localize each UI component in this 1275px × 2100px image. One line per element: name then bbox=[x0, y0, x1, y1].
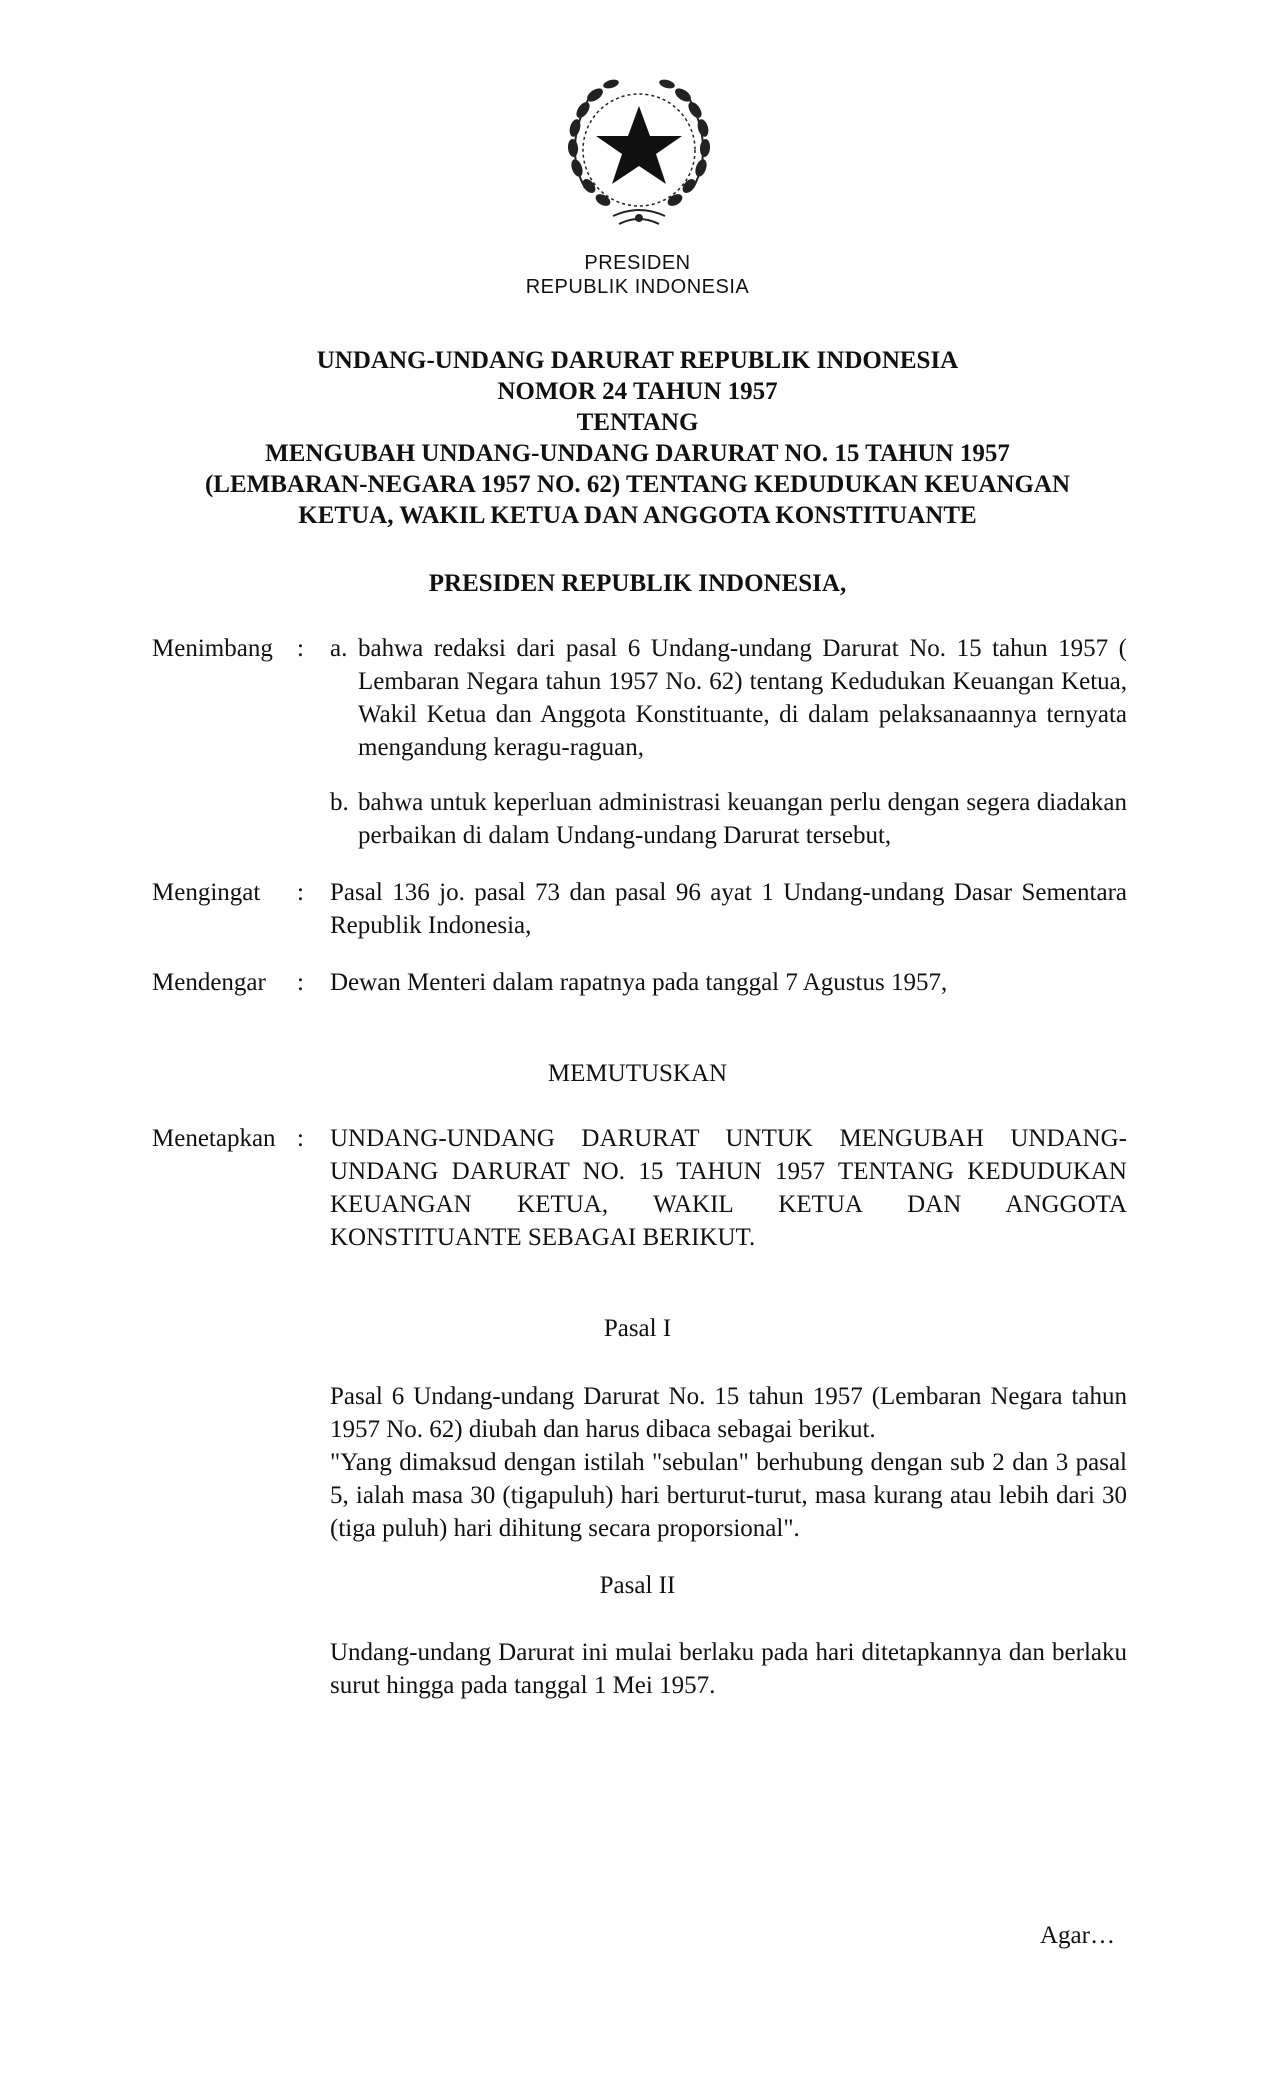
title-line-1: UNDANG-UNDANG DARURAT REPUBLIK INDONESIA bbox=[316, 347, 959, 374]
office-line-presiden: PRESIDEN bbox=[584, 252, 691, 274]
title-line-2: NOMOR 24 TAHUN 1957 bbox=[497, 378, 778, 405]
mengingat-colon: : bbox=[297, 879, 304, 906]
pasal-1-paragraph-1: Pasal 6 Undang-undang Darurat No. 15 tahun 1957 (Lembaran Negara tahun 1957 No. 62) diubah dan harus dibaca sebagai berikut. bbox=[330, 1383, 1127, 1443]
president-heading: PRESIDEN REPUBLIK INDONESIA, bbox=[428, 570, 847, 597]
office-line-republik: REPUBLIK INDONESIA bbox=[525, 276, 750, 298]
title-line-4: MENGUBAH UNDANG-UNDANG DARURAT NO. 15 TAHUN 1957 bbox=[265, 440, 1010, 467]
mendengar-colon: : bbox=[297, 969, 304, 996]
menetapkan-text: UNDANG-UNDANG DARURAT UNTUK MENGUBAH UNDANG-UNDANG DARURAT NO. 15 TAHUN 1957 TENTANG KEDUDUKAN KEUANGAN KETUA, WAKIL KETUA DAN ANGGOTA KONSTITUANTE SEBAGAI BERIKUT. bbox=[330, 1125, 1127, 1251]
pasal-1-paragraph-2: "Yang dimaksud dengan istilah "sebulan" berhubung dengan sub 2 dan 3 pasal 5, ialah masa 30 (tigapuluh) hari berturut-turut, masa kurang atau lebih dari 30 (tiga puluh) hari dihitung secara proporsional". bbox=[330, 1449, 1127, 1542]
item-text: bahwa untuk keperluan administrasi keuangan perlu dengan segera diadakan perbaikan di dalam Undang-undang Darurat tersebut, bbox=[358, 789, 1127, 849]
memutuskan-heading: MEMUTUSKAN bbox=[547, 1060, 728, 1087]
mengingat-label: Mengingat bbox=[152, 879, 261, 906]
pasal-1-heading: Pasal I bbox=[603, 1315, 672, 1342]
pasal-2-paragraph-1: Undang-undang Darurat ini mulai berlaku pada hari ditetapkannya dan berlaku surut hingga pada tanggal 1 Mei 1957. bbox=[330, 1639, 1127, 1699]
document-title bbox=[0, 345, 1275, 531]
mendengar-text: Dewan Menteri dalam rapatnya pada tanggal 7 Agustus 1957, bbox=[330, 969, 948, 996]
item-marker: b. bbox=[330, 789, 349, 816]
pasal-2-heading: Pasal II bbox=[599, 1572, 676, 1599]
item-marker: a. bbox=[330, 635, 348, 662]
title-line-3: TENTANG bbox=[576, 409, 699, 436]
mengingat-text: Pasal 136 jo. pasal 73 dan pasal 96 ayat 1 Undang-undang Dasar Sementara Republik Indonesia, bbox=[330, 879, 1127, 939]
page-continuation: Agar… bbox=[1040, 1922, 1115, 1949]
title-line-6: KETUA, WAKIL KETUA DAN ANGGOTA KONSTITUANTE bbox=[298, 502, 977, 529]
item-text: bahwa redaksi dari pasal 6 Undang-undang Darurat No. 15 tahun 1957 ( Lembaran Negara tahun 1957 No. 62) tentang Kedudukan Keuangan Ketua, Wakil Ketua dan Anggota Konstituante, di dalam pelaksanaannya ternyata mengandung keragu-raguan, bbox=[358, 635, 1127, 761]
menetapkan-label: Menetapkan bbox=[152, 1125, 276, 1152]
title-line-5: (LEMBARAN-NEGARA 1957 NO. 62) TENTANG KEDUDUKAN KEUANGAN bbox=[204, 471, 1071, 498]
menimbang-colon: : bbox=[297, 635, 304, 662]
garuda-star-emblem-icon bbox=[555, 68, 723, 236]
mendengar-label: Mendengar bbox=[152, 969, 266, 996]
menetapkan-colon: : bbox=[297, 1125, 304, 1152]
menimbang-label: Menimbang bbox=[152, 635, 273, 662]
